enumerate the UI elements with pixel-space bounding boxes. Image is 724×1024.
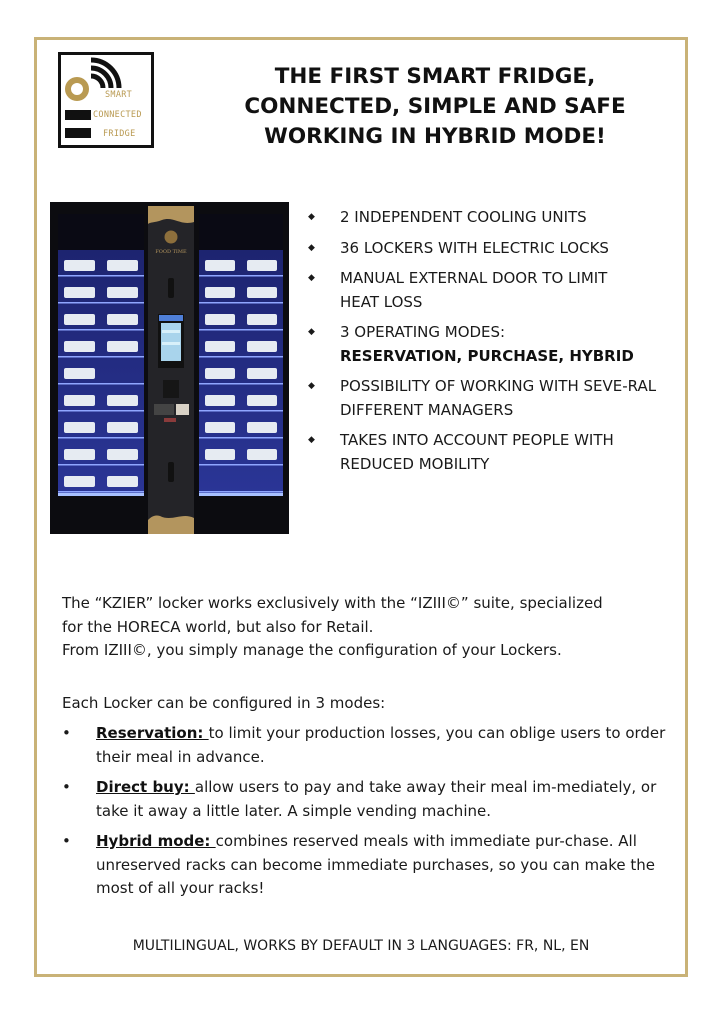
intro-line: for the HORECA world, but also for Retail. [62, 617, 374, 636]
bullet-icon: • [62, 724, 71, 742]
meal-box [107, 260, 138, 271]
mode-description: combines reserved meals with immediate pur-chase. All unreserved racks can become immediate purchases, so you can make the most of all your racks! [96, 832, 656, 897]
food-time-emblem [165, 231, 178, 244]
meal-box [64, 314, 95, 325]
meal-box [64, 449, 95, 460]
meal-box [107, 287, 138, 298]
feature-item: ◆ MANUAL EXTERNAL DOOR TO LIMIT HEAT LOSS [308, 269, 608, 311]
meal-box [205, 314, 235, 325]
diamond-bullet-icon: ◆ [308, 273, 315, 283]
feature-item: ◆ 3 OPERATING MODES: RESERVATION, PURCHASE, HYBRID [308, 323, 634, 365]
intro-line: The “KZIER” locker works exclusively with the “IZIII©” suite, specialized [62, 594, 603, 612]
meal-box [64, 287, 95, 298]
meal-box [205, 422, 235, 433]
left-locker-column [58, 250, 144, 496]
meal-box [64, 476, 95, 487]
operating-modes-bold: RESERVATION, PURCHASE, HYBRID [340, 346, 634, 365]
diamond-bullet-icon: ◆ [308, 242, 315, 253]
bullet-icon: • [62, 832, 71, 850]
page-title [190, 62, 680, 152]
feature-item: ◆ POSSIBILITY OF WORKING WITH SEVE-RAL DIFFERENT MANAGERS [308, 377, 657, 419]
meal-box [205, 287, 235, 298]
mode-item-direct-buy [62, 776, 682, 823]
mode-term: Hybrid mode: [96, 832, 216, 850]
mode-description: allow users to pay and take away their meal im-mediately, or take it away a little later. A simple vending machine. [96, 778, 657, 820]
diamond-bullet-icon: ◆ [308, 381, 315, 391]
smart-fridge-photo [50, 200, 289, 534]
logo-text-smart: SMART [105, 90, 133, 100]
mode-item-reservation [62, 722, 682, 769]
meal-box [247, 287, 277, 298]
title-line: WORKING IN HYBRID MODE! [264, 124, 606, 149]
mode-term: Direct buy: [96, 778, 195, 796]
meal-box [107, 341, 138, 352]
title-line: THE FIRST SMART FRIDGE, [274, 64, 596, 89]
diamond-bullet-icon: ◆ [308, 435, 315, 445]
meal-box [205, 341, 235, 352]
bullet-icon: • [62, 778, 71, 796]
meal-box [64, 395, 95, 406]
meal-box [247, 314, 277, 325]
card-reader [163, 380, 179, 398]
diamond-bullet-icon: ◆ [308, 327, 315, 337]
meal-box [205, 395, 235, 406]
meal-box [107, 476, 138, 487]
feature-item: ◆ 36 LOCKERS WITH ELECTRIC LOCKS [306, 237, 686, 261]
intro-paragraph [62, 592, 692, 663]
meal-box [64, 260, 95, 271]
control-panel [148, 206, 194, 534]
meal-box [205, 260, 235, 271]
meal-box [107, 449, 138, 460]
right-locker-column [199, 250, 283, 496]
diamond-bullet-icon: ◆ [308, 212, 315, 222]
mode-term: Reservation: [96, 724, 209, 742]
feature-item: ◆ TAKES INTO ACCOUNT PEOPLE WITH REDUCED MOBILITY [308, 431, 614, 473]
meal-box [107, 395, 138, 406]
meal-box [247, 422, 277, 433]
meal-box [247, 341, 277, 352]
food-time-brand: FOOD TIME [155, 249, 187, 255]
mode-item-hybrid [62, 830, 682, 901]
mode-description: to limit your production losses, you can oblige users to order their meal in advance. [96, 724, 666, 766]
mode-list [62, 722, 682, 908]
meal-box [64, 368, 95, 379]
meal-box [247, 449, 277, 460]
logo-text-fridge: FRIDGE [103, 129, 136, 139]
feature-item: ◆ 2 INDEPENDENT COOLING UNITS [306, 206, 686, 230]
meal-box [247, 395, 277, 406]
meal-box [247, 260, 277, 271]
meal-box [64, 341, 95, 352]
meal-box [247, 368, 277, 379]
feature-list [306, 206, 686, 483]
meal-box [64, 422, 95, 433]
meal-box [107, 422, 138, 433]
smart-connected-fridge-logo [58, 52, 154, 148]
intro-line: From IZIII©, you simply manage the configuration of your Lockers. [62, 641, 562, 659]
modes-intro: Each Locker can be configured in 3 modes: [62, 694, 386, 712]
meal-box [107, 314, 138, 325]
multilingual-footer: MULTILINGUAL, WORKS BY DEFAULT IN 3 LANGUAGES: FR, NL, EN [132, 938, 590, 954]
meal-box [205, 449, 235, 460]
meal-box [205, 368, 235, 379]
logo-text-connected: CONNECTED [93, 110, 142, 120]
title-line: CONNECTED, SIMPLE AND SAFE [244, 94, 626, 119]
